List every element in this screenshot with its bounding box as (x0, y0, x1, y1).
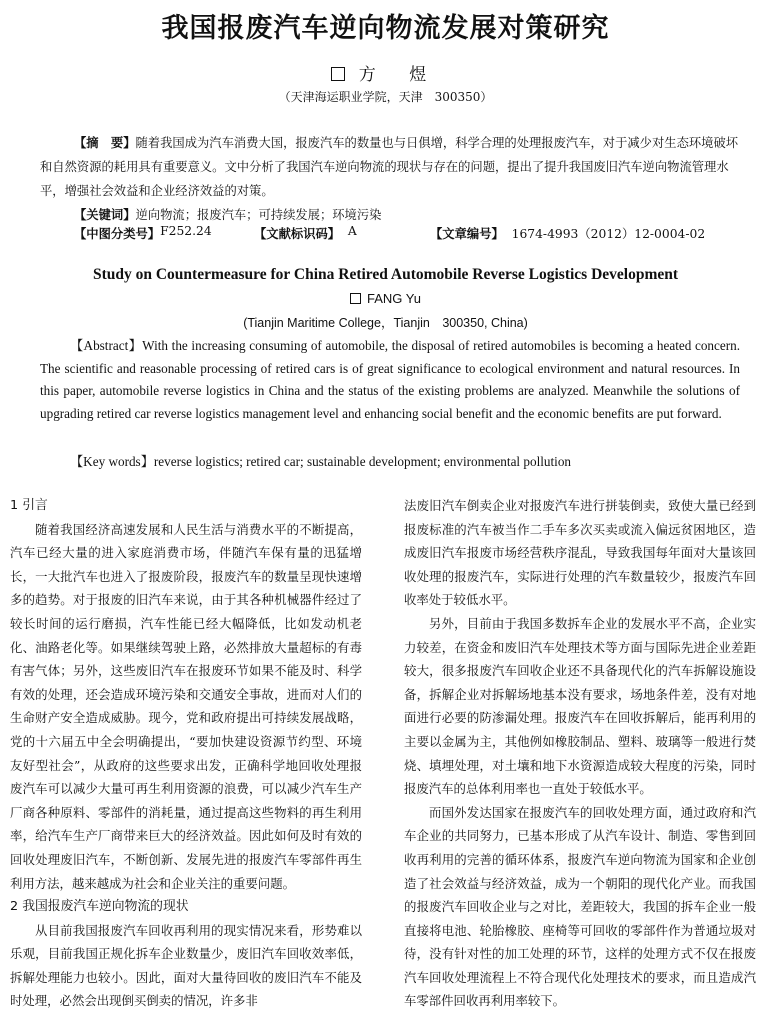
english-author-line (0, 291, 771, 306)
section-2-heading: 2 我国报废汽车逆向物流的现状 (10, 899, 189, 915)
english-affiliation: (Tianjin Maritime College，Tianjin 300350, China) (243, 316, 528, 330)
chinese-abstract (40, 131, 740, 227)
classification-line (74, 224, 754, 244)
section-2-paragraph-1-start: 从目前我国报废汽车回收再利用的现实情况来看，形势难以乐观，目前我国正规化拆车企业数量少，废旧汽车回收效率低，拆解处理能力也较小。因此，面对大量待回收的废旧汽车不能及时处理，必然会出现倒买倒卖的情况，许多非 (10, 922, 362, 1009)
abstract-cn-label: 【摘 要】 (74, 135, 136, 150)
checkbox-square-icon (350, 293, 361, 304)
clc-field (74, 224, 212, 242)
paper-title: 我国报废汽车逆向物流发展对策研究 (161, 13, 610, 44)
abstract-cn-text: 随着我国成为汽车消费大国，报废汽车的数量也与日俱增，科学合理的处理报废汽车，对于减少对生态环境破坏和自然资源的耗用具有重要意义。文中分析了我国汽车逆向物流的现状与存在的问题，提出了提升我国废旧汽车逆向物流管理水平，增强社会效益和企业经济效益的对策。 (40, 136, 739, 198)
checkbox-square-icon (331, 67, 345, 81)
keywords-cn-text: 逆向物流；报废汽车；可持续发展；环境污染 (135, 208, 382, 222)
keywords-en-text: reverse logistics; retired car; sustainable development; environmental pollution (153, 454, 572, 469)
articleno-value: 1674-4993（2012）12-0004-02 (511, 227, 706, 241)
keywords-cn-label: 【关键词】 (74, 207, 136, 222)
abstract-en-label: 【Abstract】 (70, 338, 143, 353)
section-2-paragraph-1-end: 法废旧汽车倒卖企业对报废汽车进行拼装倒卖，致使大量已经到报废标准的汽车被当作二手车多次买卖或流入偏远贫困地区，造成废旧汽车报废市场经营秩序混乱，导致我国每年面对大量该回收处理的报废汽车，实际进行处理的汽车数量较少，报废汽车回收率处于较低水平。 (404, 498, 756, 608)
english-title: Study on Countermeasure for China Retired Automobile Reverse Logistics Development (92, 266, 679, 283)
section-1-paragraph: 随着我国经济高速发展和人民生活与消费水平的不断提高，汽车已经大量的进入家庭消费市场，伴随汽车保有量的迅猛增长，一大批汽车也进入了报废阶段，报废汽车的数量呈现快速增多的趋势。对于报废的旧汽车来说，由于其各种机械器件经过了较长时间的运行磨损，汽车性能已经大幅降低，比如发动机老化、油路老化等。如果继续驾驶上路，必然排放大量超标的有毒有害气体；另外，这些废旧汽车在报废环节如果不能及时、科学有效的处理，还会造成环境污染和交通安全事故，进而对人们的生命财产安全造成威胁。现今，党和政府提出可持续发展战略，党的十六届五中全会明确提出，“要加快建设资源节约型、环境友好型社会”，从政府的这些要求出发，正确科学地回收处理报废汽车可以减少大量可再生利用资源的浪费，可以减少汽车生产厂商各种原料、零部件的消耗量，通过提高这些物料的再生利用率，给汽车生产厂商带来巨大的经济效益。因此如何及时有效的回收处理废旧汽车，不断创新、发展先进的报废汽车零部件再生利用方法，越来越成为社会和企业关注的重要问题。 (10, 521, 362, 891)
section-2-paragraph-2: 另外，目前由于我国多数拆车企业的发展水平不高，企业实力较差，在资金和废旧汽车处理技术等方面与国际先进企业差距较大，很多报废汽车回收企业还不具备现代化的汽车拆解设施设备，拆解企业对拆解场地基本没有要求，场地条件差，没有对地面进行必要的防渗漏处理。报废汽车在回收拆解后，能再利用的主要以金属为主，其他例如橡胶制品、塑料、玻璃等一般进行焚烧、填埋处理，对土壤和地下水资源造成较大程度的污染，同时报废汽车的总体利用率也一直处于较低水平。 (404, 615, 756, 797)
keywords-en-label: 【Key words】 (70, 454, 154, 469)
section-2-paragraph-3: 而国外发达国家在报废汽车的回收处理方面，通过政府和汽车企业的共同努力，已基本形成了从汽车设计、制造、零售到回收再利用的完善的循环体系，报废汽车逆向物流为国家和企业创造了社会效益与经济效益，成为一个朝阳的现代化产业。而我国的报废汽车回收企业与之对比，差距较大，我国的拆车企业一般直接将电池、轮胎橡胶、座椅等可回收的零部件作为普通垃圾对待，没有针对性的加工处理的环节，这样的处理方式不仅在报废汽车回收处理流程上不符合现代化处理技术的要求，而且造成汽车零部件回收再利用率较下。 (404, 804, 756, 1009)
articleno-field (430, 224, 706, 242)
articleno-label: 【文章编号】 (430, 226, 504, 241)
doccode-field (254, 224, 357, 242)
body-column-right (404, 494, 756, 1013)
english-abstract (40, 335, 740, 425)
doccode-label: 【文献标识码】 (254, 226, 341, 241)
clc-label: 【中图分类号】 (74, 226, 161, 241)
english-keywords (70, 451, 571, 470)
author-line (0, 60, 771, 85)
author-name: 方 煜 (358, 65, 441, 85)
clc-value: F252.24 (160, 224, 212, 238)
abstract-en-text: With the increasing consuming of automobile, the disposal of retired automobiles is becoming a heated concern. The scientific and reasonable processing of retired cars is of great significance to ecological environment and natural resources. In this paper, automobile reverse logistics in China and the status of the existing problems are analyzed. Meanwhile the solutions of upgrading retired car reverse logistics management level and enhancing social benefit and the economic benefits are put forward. (40, 338, 740, 421)
doccode-value: A (347, 224, 357, 238)
section-1-heading: 1 引言 (10, 498, 48, 513)
body-column-left (10, 494, 362, 1013)
author-affiliation: （天津海运职业学院，天津 300350） (278, 90, 493, 104)
english-author-name: FANG Yu (367, 291, 421, 306)
